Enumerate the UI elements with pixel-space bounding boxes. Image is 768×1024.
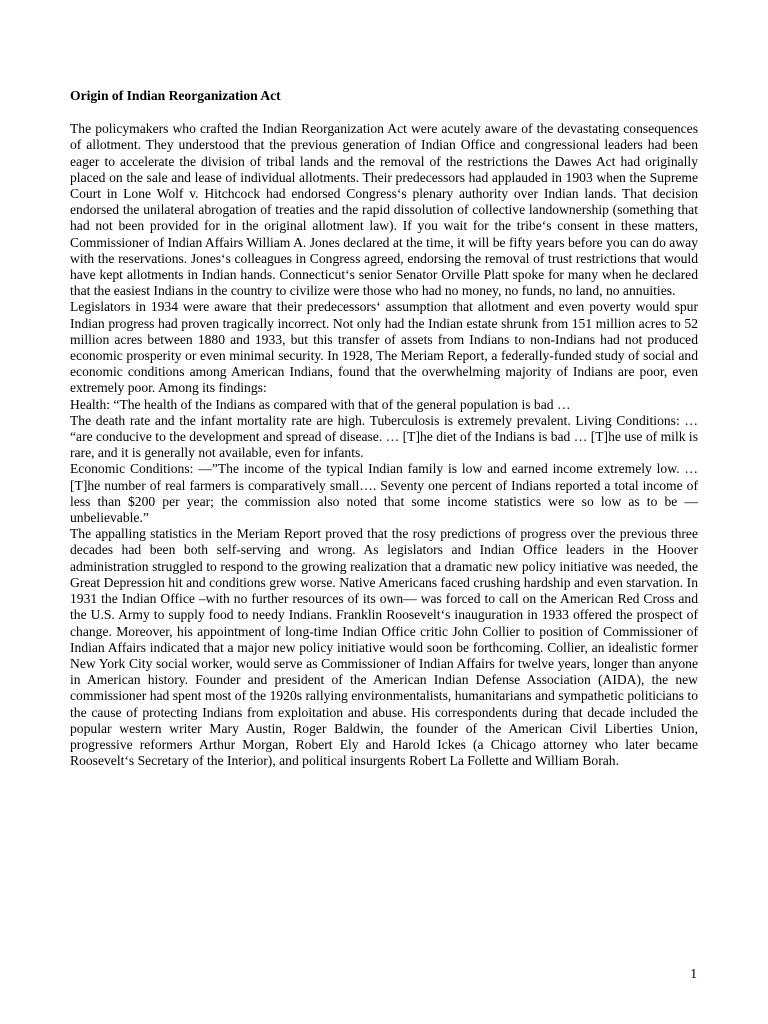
paragraph-legislators-1934: Legislators in 1934 were aware that their predecessors‘ assumption that allotment and even poverty would spur Indian progress had proven tragically incorrect. Not only had the Indian estate shrunk from 151 million acres to 52 million acres between 1880 and 1933, but this transfer of assets from Indians to non-Indians had not produced economic prosperity or even minimal security. In 1928, The Meriam Report, a federally-funded study of social and economic conditions among American Indians, found that the overwhelming majority of Indians are poor, even extremely poor. Among its findings: <box>70 299 698 396</box>
page-number: 1 <box>690 966 697 981</box>
paragraph-health-finding: Health: “The health of the Indians as compared with that of the general population is bad … <box>70 396 571 412</box>
paragraph-economic-conditions: Economic Conditions: —”The income of the typical Indian family is low and earned income extremely low. …[T]he number of real farmers is comparatively small…. Seventy one percent of Indians reported a total income of less than $200 per year; the commission also noted that some income statistics were so low as to be —unbelievable.” <box>70 461 698 526</box>
paragraph-living-conditions: The death rate and the infant mortality rate are high. Tuberculosis is extremely prevalent. Living Conditions: … “are conducive to the development and spread of disease. … [T]he diet of the Indians is bad … [T]he use of milk is rare, and it is generally not available, even for infants. <box>70 412 698 461</box>
paragraph-meriam-report-aftermath: The appalling statistics in the Meriam Report proved that the rosy predictions of progress over the previous three decades had been both self-serving and wrong. As legislators and Indian Office leaders in the Hoover administration struggled to respond to the growing realization that a dramatic new policy initiative was needed, the Great Depression hit and conditions grew worse. Native Americans faced crushing hardship and even starvation. In 1931 the Indian Office –with no further resources of its own— was forced to call on the American Red Cross and the U.S. Army to supply food to needy Indians. Franklin Roosevelt‘s inauguration in 1933 offered the prospect of change. Moreover, his appointment of long-time Indian Office critic John Collier to position of Commissioner of Indian Affairs indicated that a major new policy initiative would soon be forthcoming. Collier, an idealistic former New York City social worker, would serve as Commissioner of Indian Affairs for twelve years, longer than anyone in American history. Founder and president of the American Indian Defense Association (AIDA), the new commissioner had spent most of the 1920s rallying environmentalists, humanitarians and sympathetic politicians to the cause of protecting Indians from exploitation and abuse. His correspondents during that decade included the popular western writer Mary Austin, Roger Baldwin, the founder of the American Civil Liberties Union, progressive reformers Arthur Morgan, Robert Ely and Harold Ickes (a Chicago attorney who later became Roosevelt‘s Secretary of the Interior), and political insurgents Robert La Follette and William Borah. <box>70 526 698 769</box>
page-content <box>70 88 698 769</box>
document-title: Origin of Indian Reorganization Act <box>70 88 281 103</box>
paragraph-allotment-consequences: The policymakers who crafted the Indian Reorganization Act were acutely aware of the devastating consequences of allotment. They understood that the previous generation of Indian Office and congressional leaders had been eager to accelerate the division of tribal lands and the removal of the restrictions the Dawes Act had originally placed on the sale and lease of individual allotments. Their predecessors had applauded in 1903 when the Supreme Court in Lone Wolf v. Hitchcock had endorsed Congress‘s plenary authority over Indian lands. That decision endorsed the unilateral abrogation of treaties and the rapid dissolution of collective landownership (something that had not been provided for in the original allotment law). If you wait for the tribe‘s consent in these matters, Commissioner of Indian Affairs William A. Jones declared at the time, it will be fifty years before you can do away with the reservations. Jones‘s colleagues in Congress agreed, endorsing the removal of trust restrictions that would have kept allotments in Indian hands. Connecticut‘s senior Senator Orville Platt spoke for many when he declared that the easiest Indians in the country to civilize were those who had no money, no funds, no land, no annuities. <box>70 121 698 299</box>
